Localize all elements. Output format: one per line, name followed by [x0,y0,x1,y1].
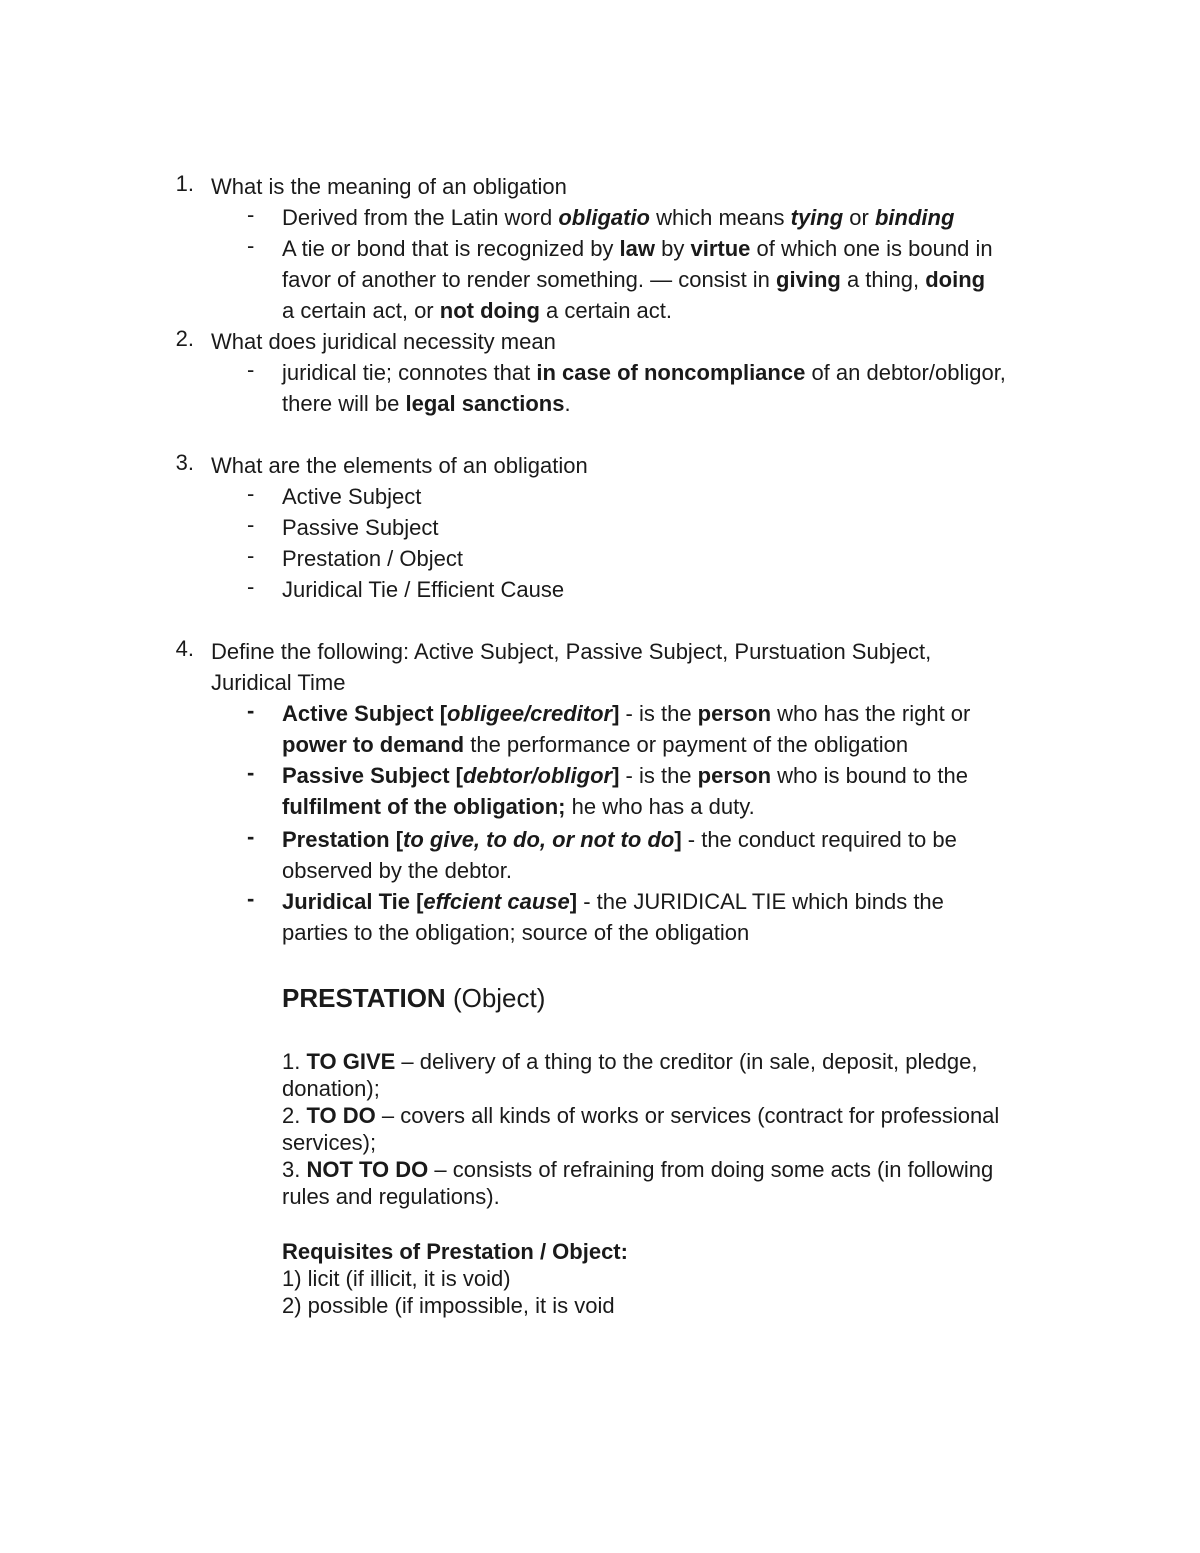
prestation-item-1-line2: donation); [282,1076,380,1101]
dash-bullet: - [247,760,255,785]
question-4-line2: Juridical Time [211,670,346,695]
prestation-item-3-line1: 3. NOT TO DO – consists of refraining from doing some acts (in following [282,1157,994,1182]
answer-1-2-line1: A tie or bond that is recognized by law by virtue of which one is bound in [282,236,993,261]
element-item: Prestation / Object [282,546,463,571]
requisites-title: Requisites of Prestation / Object: [282,1239,628,1264]
dash-bullet: - [247,574,255,599]
element-item: Passive Subject [282,515,439,540]
prestation-item-2-line2: services); [282,1130,377,1155]
definition-passive-line1: Passive Subject [debtor/obligor] - is the person who is bound to the [282,763,968,788]
prestation-item-2-line1: 2. TO DO – covers all kinds of works or services (contract for professional [282,1103,1000,1128]
list-number: 2. [175,326,194,351]
answer-1-1: Derived from the Latin word obligatio which means tying or binding [282,205,955,230]
element-item: Juridical Tie / Efficient Cause [282,577,565,602]
dash-bullet: - [247,698,255,723]
answer-1-2-line3: a certain act, or not doing a certain act. [282,298,673,323]
answer-1-2-line2: favor of another to render something. — consist in giving a thing, doing [282,267,986,292]
prestation-item-3-line2: rules and regulations). [282,1184,500,1209]
list-number: 3. [175,450,194,475]
answer-2-line2: there will be legal sanctions. [282,391,571,416]
dash-bullet: - [247,824,255,849]
requisite-1: 1) licit (if illicit, it is void) [282,1266,511,1291]
prestation-heading: PRESTATION (Object) [282,983,546,1013]
definition-tie-line2: parties to the obligation; source of the obligation [282,920,750,945]
definition-active-line1: Active Subject [obligee/creditor] - is the person who has the right or [282,701,971,726]
definition-prestation-line1: Prestation [to give, to do, or not to do] - the conduct required to be [282,827,957,852]
question-3: What are the elements of an obligation [211,453,588,478]
dash-bullet: - [247,886,255,911]
dash-bullet: - [247,543,255,568]
dash-bullet: - [247,233,255,258]
answer-2-line1: juridical tie; connotes that in case of noncompliance of an debtor/obligor, [282,360,1006,385]
definition-active-line2: power to demand the performance or payment of the obligation [282,732,909,757]
dash-bullet: - [247,357,255,382]
question-2: What does juridical necessity mean [211,329,556,354]
element-item: Active Subject [282,484,422,509]
question-1: What is the meaning of an obligation [211,174,567,199]
dash-bullet: - [247,202,255,227]
definition-prestation-line2: observed by the debtor. [282,858,512,883]
dash-bullet: - [247,481,255,506]
list-number: 1. [175,171,194,196]
list-number: 4. [175,636,194,661]
definition-passive-line2: fulfilment of the obligation; he who has a duty. [282,794,755,819]
prestation-item-1-line1: 1. TO GIVE – delivery of a thing to the creditor (in sale, deposit, pledge, [282,1049,978,1074]
requisite-2: 2) possible (if impossible, it is void [282,1293,615,1318]
dash-bullet: - [247,512,255,537]
question-4-line1: Define the following: Active Subject, Passive Subject, Purstuation Subject, [211,639,932,664]
definition-tie-line1: Juridical Tie [effcient cause] - the JURIDICAL TIE which binds the [282,889,944,914]
